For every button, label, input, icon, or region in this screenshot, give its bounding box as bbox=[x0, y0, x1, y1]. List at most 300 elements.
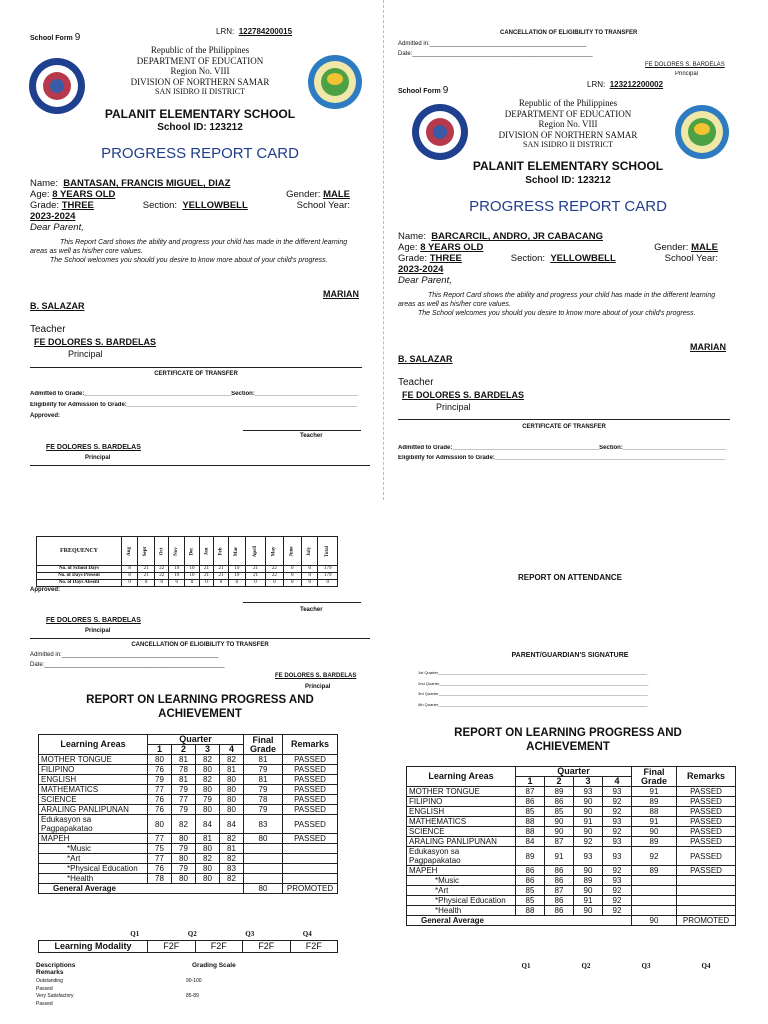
month-header: Total bbox=[318, 537, 338, 566]
remarks: PASSED bbox=[677, 807, 736, 817]
quarter-grade: 92 bbox=[603, 896, 632, 906]
attendance-value: 0 bbox=[301, 580, 318, 587]
quarter-grade: 93 bbox=[603, 817, 632, 827]
attendance-value: 21 bbox=[214, 573, 229, 580]
final-grade bbox=[632, 886, 677, 896]
page-divider bbox=[383, 0, 384, 500]
quarter-grade: 85 bbox=[545, 807, 574, 817]
teacher-name-2b: B. SALAZAR bbox=[398, 354, 453, 364]
grades-table-1 bbox=[38, 734, 338, 894]
quarter-grade: 81 bbox=[220, 765, 244, 775]
quarter-grade: 76 bbox=[148, 864, 172, 874]
school-name-2: PALANIT ELEMENTARY SCHOOL bbox=[472, 159, 664, 173]
subject-name: SCIENCE bbox=[407, 827, 516, 837]
principal-cancel-name: FE DOLORES S. BARDELAS bbox=[275, 673, 357, 679]
attendance-value: 21 bbox=[199, 573, 213, 580]
attendance-value: 21 bbox=[245, 573, 265, 580]
teacher-label: Teacher bbox=[30, 324, 66, 335]
teacher-sig-label-2: Teacher bbox=[300, 607, 323, 613]
admitted-in-top: Admitted in:_______________________________________________ bbox=[398, 41, 587, 47]
quarter-grade: 88 bbox=[516, 817, 545, 827]
quarter-grade: 75 bbox=[148, 844, 172, 854]
subject-name: ARALING PANLIPUNAN bbox=[407, 837, 516, 847]
subject-row bbox=[407, 896, 736, 906]
quarter-grade: 79 bbox=[172, 864, 196, 874]
final-grade: 89 bbox=[632, 797, 677, 807]
quarter-number-header: 4 bbox=[220, 745, 244, 755]
final-grade: 81 bbox=[244, 755, 283, 765]
subject-row bbox=[39, 844, 338, 854]
quarter-grade: 80 bbox=[196, 864, 220, 874]
region-text: Region No. VIII bbox=[170, 66, 230, 76]
subject-name: ENGLISH bbox=[407, 807, 516, 817]
quarter-grade: 82 bbox=[196, 755, 220, 765]
subject-name: MAPEH bbox=[407, 866, 516, 876]
principal-sig-name-2: FE DOLORES S. BARDELAS bbox=[46, 617, 141, 624]
quarter-grade: 85 bbox=[516, 896, 545, 906]
quarter-grade: 80 bbox=[196, 874, 220, 884]
remarks bbox=[677, 906, 736, 916]
grading-scale-label: Grading Scale bbox=[192, 962, 236, 969]
subject-row bbox=[407, 827, 736, 837]
general-average-value: 90 bbox=[632, 916, 677, 926]
subject-name: *Health bbox=[407, 906, 516, 916]
attendance-value: 0 bbox=[138, 580, 155, 587]
school-form-label: School Form 9 bbox=[30, 32, 81, 43]
subject-name: Edukasyon sa Pagpapakatao bbox=[407, 847, 516, 866]
final-grade: 89 bbox=[632, 866, 677, 876]
report-attendance-title: REPORT ON ATTENDANCE bbox=[518, 573, 622, 582]
cancel-title: CANCELLATION OF ELIGIBILITY TO TRANSFER bbox=[131, 642, 269, 648]
grading-items: Outstanding 90-100 Passed Very Satisfactory 85-89 Passed bbox=[36, 978, 202, 1007]
attendance-value: 22 bbox=[266, 566, 283, 573]
principal-sig-label: Principal bbox=[85, 455, 111, 461]
attendance-value: 22 bbox=[155, 566, 169, 573]
month-header: Aug bbox=[122, 537, 138, 566]
attendance-value: 0 bbox=[214, 580, 229, 587]
final-grade: 91 bbox=[632, 787, 677, 797]
quarter-grade: 86 bbox=[545, 866, 574, 876]
quarter-grade: 77 bbox=[172, 795, 196, 805]
attendance-value: 21 bbox=[214, 566, 229, 573]
quarter-grade: 82 bbox=[220, 854, 244, 864]
final-grade: 89 bbox=[632, 837, 677, 847]
quarter-grade: 86 bbox=[516, 876, 545, 886]
subject-name: MATHEMATICS bbox=[39, 785, 148, 795]
cancel-title-top: CANCELLATION OF ELIGIBILITY TO TRANSFER bbox=[500, 30, 638, 36]
attendance-value: 0 bbox=[245, 580, 265, 587]
student-name: BANTASAN, FRANCIS MIGUEL, DIAZ bbox=[63, 178, 231, 189]
cert-transfer-title: CERTIFICATE OF TRANSFER bbox=[154, 371, 238, 377]
quarter-grade: 82 bbox=[172, 815, 196, 834]
attendance-table bbox=[36, 536, 338, 587]
month-header: May bbox=[266, 537, 283, 566]
attendance-value: 0 bbox=[122, 580, 138, 587]
quarter-grade: 86 bbox=[545, 896, 574, 906]
quarter-grade: 86 bbox=[545, 876, 574, 886]
month-header: Feb bbox=[214, 537, 229, 566]
subject-row bbox=[39, 765, 338, 775]
parent-sig-title: PARENT/GUARDIAN'S SIGNATURE bbox=[511, 652, 629, 659]
quarter-grade: 81 bbox=[196, 834, 220, 844]
quarter-grade: 90 bbox=[545, 827, 574, 837]
quarter-grade: 84 bbox=[220, 815, 244, 834]
remarks: PASSED bbox=[677, 827, 736, 837]
approved-label-2: Approved: bbox=[30, 587, 60, 593]
teacher-label-2: Teacher bbox=[398, 377, 434, 388]
card-title-2: PROGRESS REPORT CARD bbox=[469, 198, 667, 215]
subject-name: *Music bbox=[407, 876, 516, 886]
quarter-number-header: 1 bbox=[148, 745, 172, 755]
quarter-grade: 91 bbox=[574, 817, 603, 827]
subject-name: MOTHER TONGUE bbox=[407, 787, 516, 797]
deped-seal-icon bbox=[29, 58, 85, 114]
quarter-grade: 93 bbox=[574, 847, 603, 866]
quarter-grade: 89 bbox=[545, 787, 574, 797]
quarter-grade: 76 bbox=[148, 795, 172, 805]
remarks: PASSED bbox=[283, 815, 338, 834]
quarter-grade: 90 bbox=[574, 886, 603, 896]
subject-name: ARALING PANLIPUNAN bbox=[39, 805, 148, 815]
attendance-value: 0 bbox=[283, 580, 301, 587]
quarter-grade: 93 bbox=[603, 787, 632, 797]
quarter-grade: 92 bbox=[603, 866, 632, 876]
republic-text: Republic of the Philippines bbox=[150, 45, 250, 55]
quarter-grade: 82 bbox=[220, 834, 244, 844]
quarter-grade: 86 bbox=[545, 906, 574, 916]
quarter-grade: 85 bbox=[516, 886, 545, 896]
attendance-value: 21 bbox=[245, 566, 265, 573]
final-grade bbox=[244, 844, 283, 854]
quarter-grade: 92 bbox=[574, 837, 603, 847]
quarter-grade: 88 bbox=[516, 906, 545, 916]
final-grade bbox=[632, 876, 677, 886]
date-line-top: Date:______________________________________________________ bbox=[398, 51, 593, 57]
final-grade bbox=[244, 854, 283, 864]
general-average-label: General Average bbox=[39, 884, 244, 894]
quarter-grade: 80 bbox=[148, 815, 172, 834]
remarks bbox=[677, 886, 736, 896]
subject-row bbox=[39, 874, 338, 884]
subject-row bbox=[407, 876, 736, 886]
remarks bbox=[283, 874, 338, 884]
remarks bbox=[283, 854, 338, 864]
q-labels-1: Q1 Q2 Q3 Q4 bbox=[130, 930, 312, 938]
quarter-grade: 80 bbox=[220, 785, 244, 795]
attendance-value: 179 bbox=[318, 566, 338, 573]
attendance-value: 0 bbox=[266, 580, 283, 587]
quarter-grade: 85 bbox=[516, 807, 545, 817]
quarter-grade: 86 bbox=[545, 797, 574, 807]
month-header: Oct bbox=[155, 537, 169, 566]
final-grade-header: Final Grade bbox=[244, 735, 283, 755]
quarter-grade: 78 bbox=[172, 765, 196, 775]
quarter-grade: 92 bbox=[603, 906, 632, 916]
quarter-grade: 80 bbox=[172, 874, 196, 884]
quarter-grade: 80 bbox=[196, 805, 220, 815]
remarks bbox=[283, 844, 338, 854]
subject-row bbox=[39, 854, 338, 864]
general-remarks: PROMOTED bbox=[283, 884, 338, 894]
subject-name: *Health bbox=[39, 874, 148, 884]
remarks: PASSED bbox=[283, 805, 338, 815]
quarter-grade: 90 bbox=[574, 797, 603, 807]
general-remarks: PROMOTED bbox=[677, 916, 736, 926]
parent-letter-2: This Report Card shows the ability and progress your child has made in the different learning areas as well as his/her core values. The School welcomes you should you desire to know more about of your child's progress. bbox=[398, 292, 716, 317]
subject-row bbox=[39, 795, 338, 805]
progress-title-1: REPORT ON LEARNING PROGRESS AND ACHIEVEMENT bbox=[86, 694, 314, 720]
general-average-label: General Average bbox=[407, 916, 632, 926]
school-header-2: Republic of the Philippines DEPARTMENT OF EDUCATION Region No. VIII DIVISION OF NORTHERN SAMAR SAN ISIDRO II DISTRICT bbox=[498, 98, 638, 149]
principal-top-name: FE DOLORES S. BARDELAS bbox=[645, 62, 725, 68]
remarks: PASSED bbox=[283, 765, 338, 775]
remarks: PASSED bbox=[283, 785, 338, 795]
attendance-value: 0 bbox=[301, 573, 318, 580]
remarks: PASSED bbox=[677, 797, 736, 807]
month-header: Mar bbox=[228, 537, 245, 566]
quarter-number-header: 2 bbox=[172, 745, 196, 755]
attendance-value: 19 bbox=[169, 566, 185, 573]
principal-sig-label-2: Principal bbox=[85, 628, 111, 634]
remarks: PASSED bbox=[677, 787, 736, 797]
remarks-header: Remarks bbox=[283, 735, 338, 755]
attendance-value: 0 bbox=[199, 580, 213, 587]
quarter-grade: 89 bbox=[574, 876, 603, 886]
subject-row bbox=[407, 807, 736, 817]
eligibility-line-2: Eligibility for Admission to Grade:_____________________________________________________________________ bbox=[398, 455, 726, 461]
teacher-name-1b: MARIAN bbox=[690, 342, 726, 352]
teacher-name-2: B. SALAZAR bbox=[30, 301, 85, 311]
subject-name: MATHEMATICS bbox=[407, 817, 516, 827]
attendance-value: 19 bbox=[228, 573, 245, 580]
quarter-grade: 92 bbox=[603, 807, 632, 817]
admitted-grade-line: Admitted to Grade:____________________________________________Section:_______________________________ bbox=[30, 391, 359, 397]
final-grade: 88 bbox=[632, 807, 677, 817]
quarter-grade: 87 bbox=[516, 787, 545, 797]
quarter-number-header: 4 bbox=[603, 777, 632, 787]
attendance-value: 8 bbox=[122, 573, 138, 580]
remarks bbox=[283, 864, 338, 874]
subject-name: FILIPINO bbox=[407, 797, 516, 807]
final-grade bbox=[244, 864, 283, 874]
attendance-value: 0 bbox=[155, 580, 169, 587]
month-header: April bbox=[245, 537, 265, 566]
final-grade: 92 bbox=[632, 847, 677, 866]
subject-row bbox=[39, 834, 338, 844]
month-header: July bbox=[301, 537, 318, 566]
quarter-grade: 91 bbox=[574, 896, 603, 906]
admitted-grade-line-2: Admitted to Grade:____________________________________________Section:_______________________________ bbox=[398, 445, 727, 451]
quarter-grade: 80 bbox=[220, 795, 244, 805]
attendance-value: 0 bbox=[283, 573, 301, 580]
attendance-value: 19 bbox=[169, 573, 185, 580]
quarter-grade: 92 bbox=[603, 827, 632, 837]
quarter-grade: 80 bbox=[148, 755, 172, 765]
learning-areas-header: Learning Areas bbox=[39, 735, 148, 755]
final-grade bbox=[632, 906, 677, 916]
quarter-grade: 79 bbox=[196, 795, 220, 805]
final-grade: 81 bbox=[244, 775, 283, 785]
principal-label-2: Principal bbox=[436, 402, 471, 412]
final-grade: 78 bbox=[244, 795, 283, 805]
principal-top-label: Principal bbox=[675, 71, 699, 77]
final-grade: 83 bbox=[244, 815, 283, 834]
subject-name: FILIPINO bbox=[39, 765, 148, 775]
quarter-header: Quarter bbox=[148, 735, 244, 745]
subject-row bbox=[407, 847, 736, 866]
general-average-row bbox=[407, 916, 736, 926]
subject-name: Edukasyon sa Pagpapakatao bbox=[39, 815, 148, 834]
teacher-name-1: MARIAN bbox=[323, 289, 359, 299]
quarter-number-header: 1 bbox=[516, 777, 545, 787]
school-header bbox=[80, 45, 320, 98]
quarter-grade: 92 bbox=[603, 797, 632, 807]
quarter-grade: 77 bbox=[148, 785, 172, 795]
remarks: PASSED bbox=[677, 817, 736, 827]
subject-row bbox=[39, 815, 338, 834]
final-grade: 91 bbox=[632, 817, 677, 827]
teacher-sig-label: Teacher bbox=[300, 433, 323, 439]
quarter-grade: 80 bbox=[172, 834, 196, 844]
quarter-grade: 81 bbox=[220, 844, 244, 854]
department-text: DEPARTMENT OF EDUCATION bbox=[136, 55, 264, 66]
subject-name: SCIENCE bbox=[39, 795, 148, 805]
final-grade bbox=[244, 874, 283, 884]
parent-letter: This Report Card shows the ability and progress your child has made in the different learning areas as well as his/her core values. The School welcomes you should you desire to know more about of your child's progress. bbox=[30, 239, 348, 264]
attendance-value: 22 bbox=[266, 573, 283, 580]
quarter-grade: 89 bbox=[516, 847, 545, 866]
attendance-value: 0 bbox=[228, 580, 245, 587]
general-average-value: 80 bbox=[244, 884, 283, 894]
eligibility-line: Eligibility for Admission to Grade:_____________________________________________________________________ bbox=[30, 402, 358, 408]
remarks: PASSED bbox=[677, 866, 736, 876]
quarter-grade: 79 bbox=[172, 805, 196, 815]
quarter-number-header: 3 bbox=[196, 745, 220, 755]
school-name: PALANIT ELEMENTARY SCHOOL bbox=[104, 107, 296, 121]
grades-table-2: Learning Areas Quarter Final Grade Remarks 1 2 3 4 MOTHER TONGUE 87 89 93 93 91 PASSED FILIPINO 86 86 90 92 89 PASSED ENGLISH 85 85 90 92 88 PASSED MATHEMATICS 88 90 91 93 91 PASSED SCIENCE 88 90 90 92 90 PASSED ARALING PANLIPUNAN 84 87 92 93 89 PASSED Edukasyon sa Pagpapakatao 89 91 93 93 92 PASSED MAPEH 86 86 90 92 89 PASSED *Music 86 86 89 93 *Art 85 87 90 92 *Physical Education 85 86 91 92 *Health 88 86 90 92 General Average 90 PROMOTED bbox=[406, 766, 736, 926]
grading-descriptions: Descriptions Remarks bbox=[36, 962, 76, 976]
attendance-value: 0 bbox=[301, 566, 318, 573]
remarks: PASSED bbox=[283, 834, 338, 844]
quarter-grade: 86 bbox=[516, 797, 545, 807]
month-header: Nov bbox=[169, 537, 185, 566]
subject-name: *Art bbox=[39, 854, 148, 864]
quarter-grade: 84 bbox=[516, 837, 545, 847]
remarks bbox=[677, 896, 736, 906]
remarks: PASSED bbox=[283, 755, 338, 765]
attendance-value: 0 bbox=[169, 580, 185, 587]
quarter-grade: 93 bbox=[603, 847, 632, 866]
remarks bbox=[677, 876, 736, 886]
division-text: DIVISION OF NORTHERN SAMAR bbox=[130, 76, 270, 87]
attendance-value: 0 bbox=[185, 580, 200, 587]
final-grade: 90 bbox=[632, 827, 677, 837]
subject-name: *Art bbox=[407, 886, 516, 896]
quarter-grade: 82 bbox=[220, 874, 244, 884]
subject-row bbox=[407, 797, 736, 807]
progress-title-2: REPORT ON LEARNING PROGRESS AND ACHIEVEMENT bbox=[454, 727, 682, 753]
quarter-grade: 76 bbox=[148, 805, 172, 815]
quarter-grade: 90 bbox=[574, 807, 603, 817]
admitted-in: Admitted in:_______________________________________________ bbox=[30, 652, 219, 658]
quarter-grade: 76 bbox=[148, 765, 172, 775]
quarter-grade: 79 bbox=[172, 844, 196, 854]
subject-name: MOTHER TONGUE bbox=[39, 755, 148, 765]
district-text: SAN ISIDRO II DISTRICT bbox=[155, 87, 245, 96]
attendance-row: No. of Days Present 8 21 22 19 10 21 21 19 21 22 0 0 179 bbox=[37, 573, 338, 580]
subject-name: *Physical Education bbox=[407, 896, 516, 906]
subject-name: *Music bbox=[39, 844, 148, 854]
attendance-value: 21 bbox=[138, 566, 155, 573]
final-grade: 79 bbox=[244, 765, 283, 775]
quarter-number-header: 3 bbox=[574, 777, 603, 787]
subject-row bbox=[39, 805, 338, 815]
attendance-row: No. of School Days 8 21 22 19 10 21 21 19 21 22 0 0 179 bbox=[37, 566, 338, 573]
quarter-grade: 93 bbox=[574, 787, 603, 797]
student-info: Name: BANTASAN, FRANCIS MIGUEL, DIAZ Age: 8 YEARS OLD Gender: MALE Grade: THREE Section: YELLOWBELL School Year: 2023-2024 Dear Parent, bbox=[30, 178, 350, 233]
quarter-grade: 79 bbox=[148, 775, 172, 785]
quarter-grade: 87 bbox=[545, 886, 574, 896]
card-title: PROGRESS REPORT CARD bbox=[101, 145, 299, 162]
attendance-value: 22 bbox=[155, 573, 169, 580]
attendance-value: 179 bbox=[318, 573, 338, 580]
final-grade: 79 bbox=[244, 785, 283, 795]
remarks: PASSED bbox=[677, 847, 736, 866]
month-header: June bbox=[283, 537, 301, 566]
quarter-grade: 86 bbox=[516, 866, 545, 876]
school-form-label-2: School Form 9 bbox=[398, 85, 449, 96]
quarter-grade: 90 bbox=[574, 866, 603, 876]
approved-label: Approved: bbox=[30, 413, 60, 419]
quarter-grade: 93 bbox=[603, 876, 632, 886]
quarter-grade: 82 bbox=[196, 775, 220, 785]
month-header: Jan bbox=[199, 537, 213, 566]
quarter-grade: 79 bbox=[172, 785, 196, 795]
subject-row bbox=[39, 775, 338, 785]
attendance-row: No. of Days Absent 0 0 0 0 0 0 0 0 0 0 0 0 0 bbox=[37, 580, 338, 587]
attendance-value: 19 bbox=[228, 566, 245, 573]
date-line: Date:______________________________________________________ bbox=[30, 662, 225, 668]
subject-row bbox=[39, 864, 338, 874]
principal-sig-name: FE DOLORES S. BARDELAS bbox=[46, 444, 141, 451]
quarter-grade: 77 bbox=[148, 834, 172, 844]
subject-row bbox=[407, 837, 736, 847]
attendance-value: 21 bbox=[199, 566, 213, 573]
quarter-sig-lines: 1st Quarter______________________________________________________________________________________________ 2nd Quarter______________________________________________________________________________________________ 3rd Quarter______________________________________________________________________________________________ 4th Quarter______________________________________________________________________________________________ bbox=[418, 670, 649, 707]
remarks: PASSED bbox=[283, 775, 338, 785]
lrn-line-2: LRN: 123212200002 bbox=[587, 80, 664, 89]
remarks: PASSED bbox=[283, 795, 338, 805]
student-info-2: Name: BARCARCIL, ANDRO, JR CABACANG Age: 8 YEARS OLD Gender: MALE Grade: THREE Section: YELLOWBELL School Year: 2023-2024 Dear Parent, bbox=[398, 231, 718, 286]
subject-row bbox=[407, 817, 736, 827]
quarter-grade: 88 bbox=[516, 827, 545, 837]
final-grade bbox=[632, 896, 677, 906]
quarter-grade: 77 bbox=[148, 854, 172, 864]
final-grade: 79 bbox=[244, 805, 283, 815]
subject-row bbox=[407, 866, 736, 876]
subject-row bbox=[407, 787, 736, 797]
quarter-grade: 90 bbox=[574, 827, 603, 837]
principal-cancel-label: Principal bbox=[305, 684, 331, 690]
subject-name: MAPEH bbox=[39, 834, 148, 844]
school-id-2: School ID: 123212 bbox=[525, 175, 611, 186]
quarter-grade: 80 bbox=[220, 805, 244, 815]
quarter-number-header: 2 bbox=[545, 777, 574, 787]
attendance-value: 8 bbox=[122, 566, 138, 573]
attendance-value: 10 bbox=[185, 566, 200, 573]
quarter-grade: 81 bbox=[172, 755, 196, 765]
subject-name: *Physical Education bbox=[39, 864, 148, 874]
